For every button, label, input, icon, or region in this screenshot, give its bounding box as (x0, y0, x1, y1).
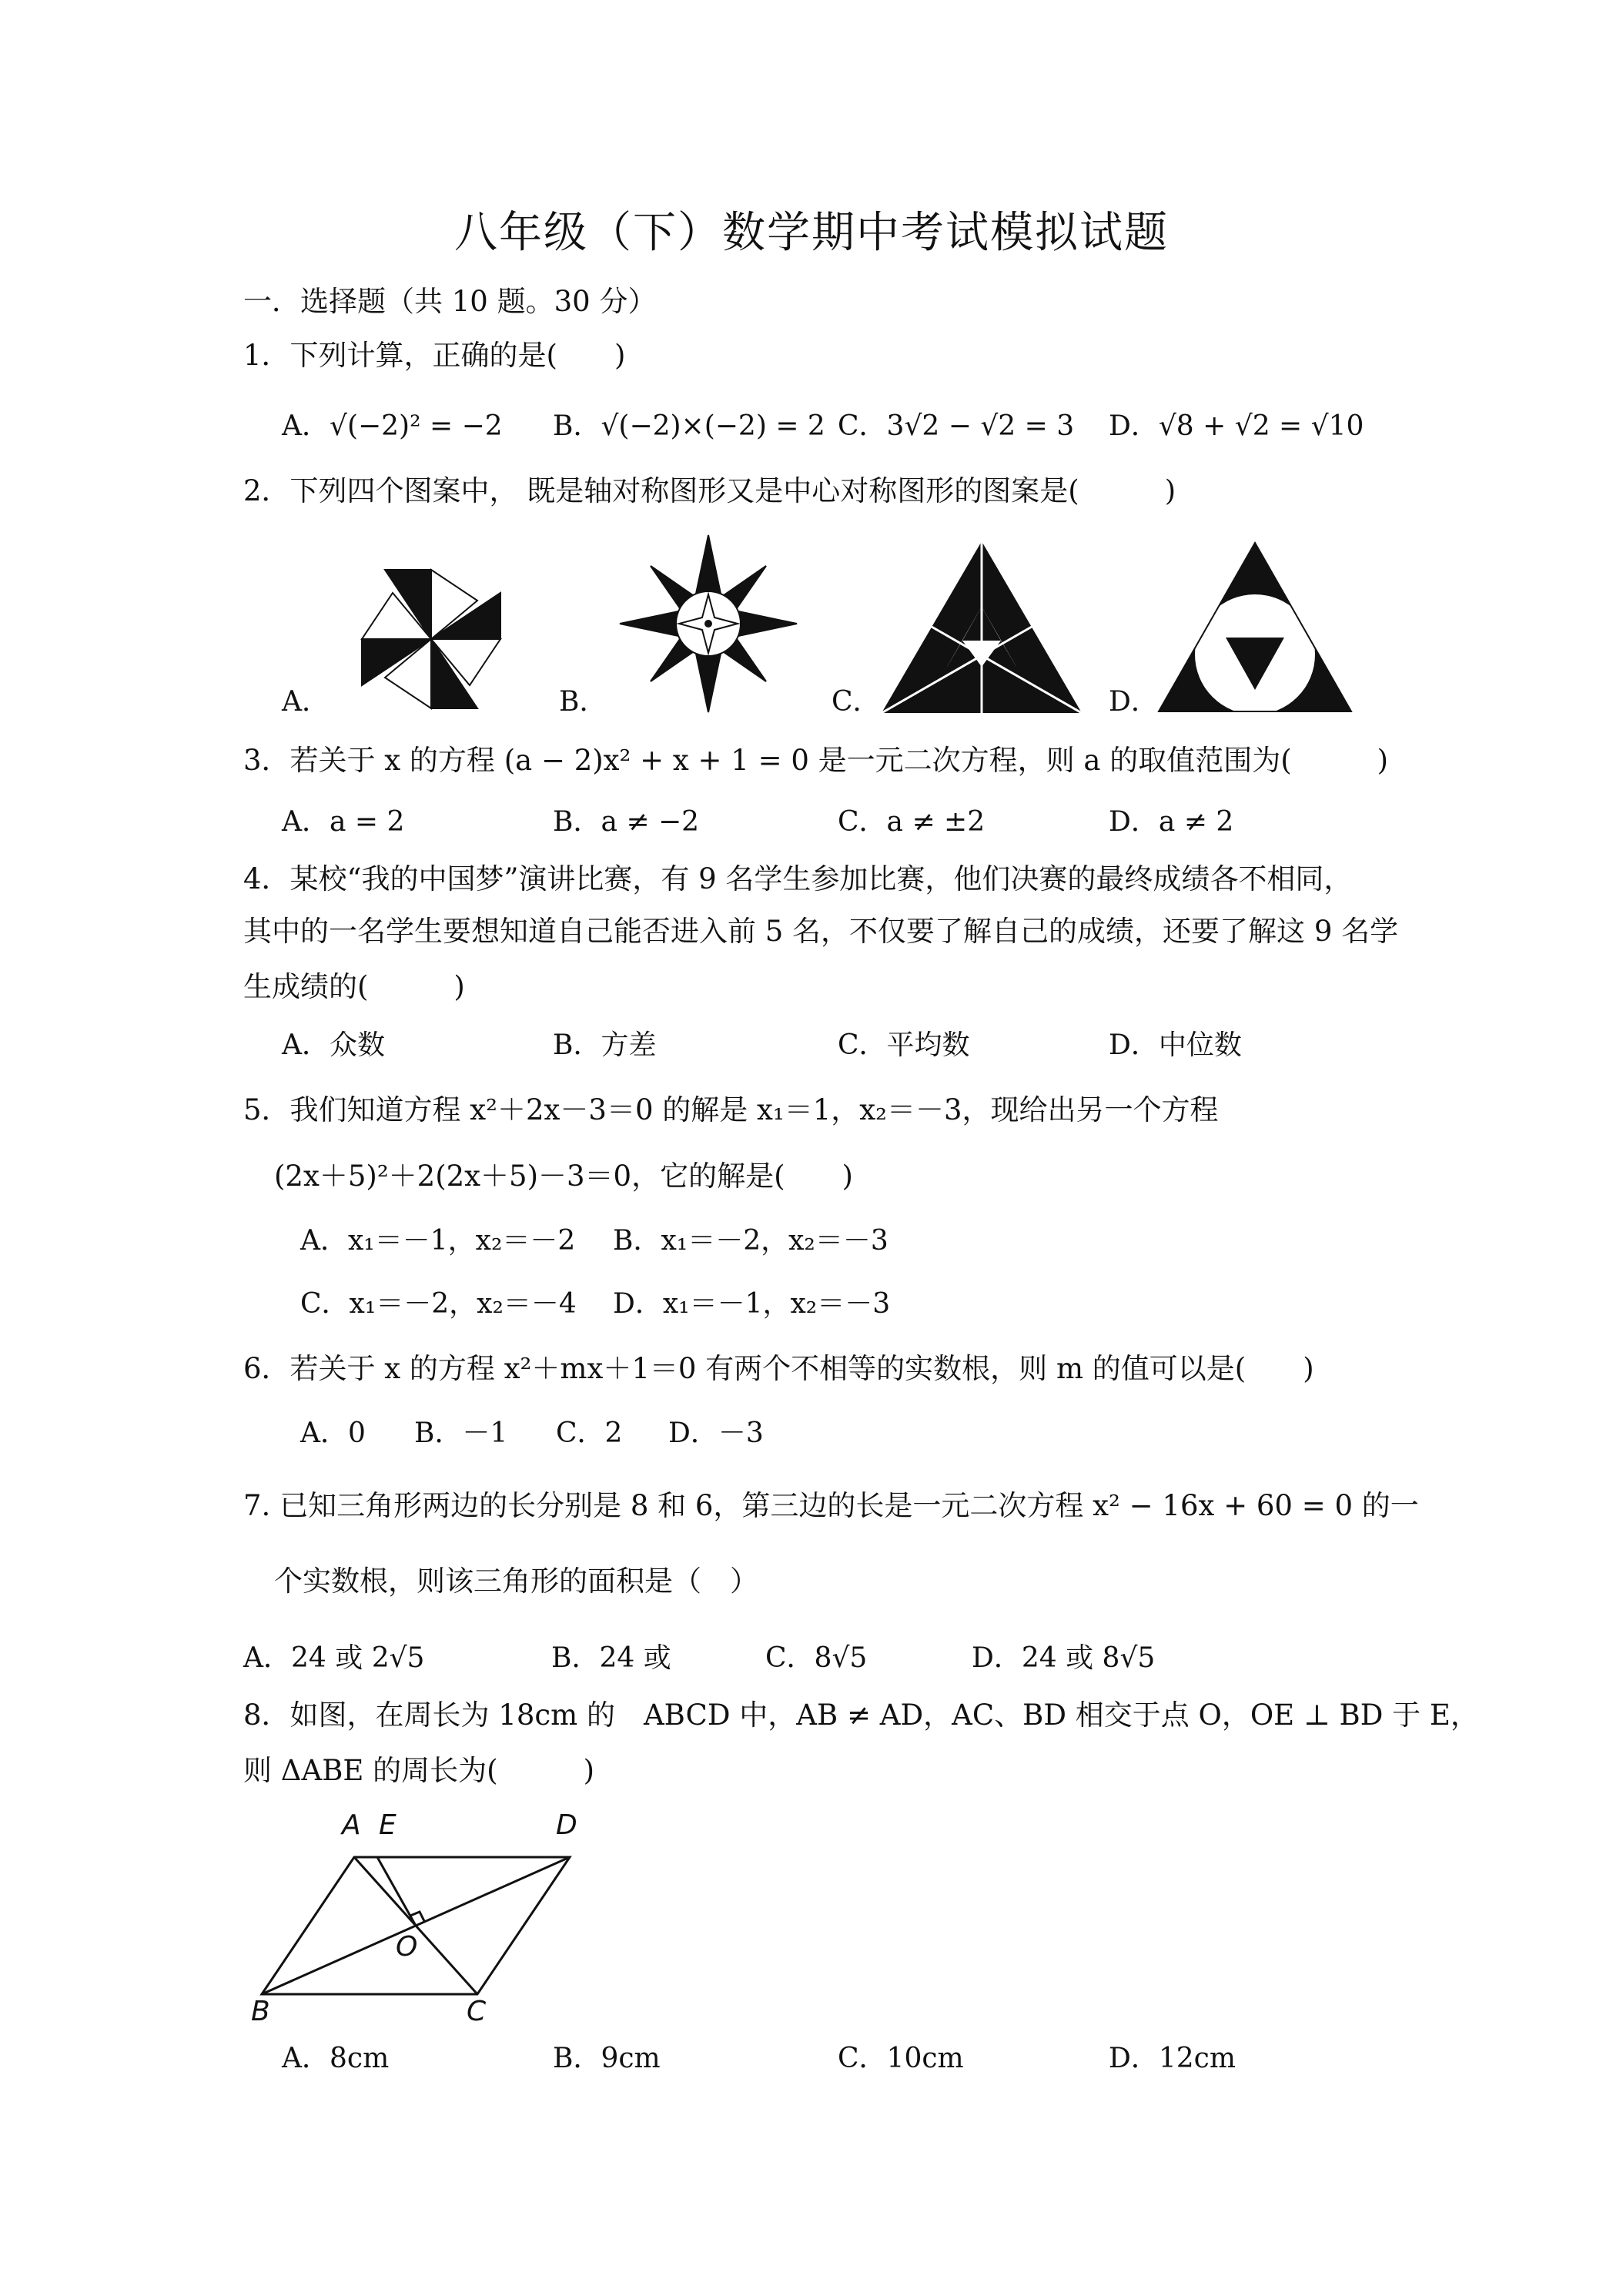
q1-option-a: A．√(−2)² = −2 (282, 410, 503, 442)
star-figure (616, 531, 801, 716)
q3-option-a: A．a = 2 (282, 806, 405, 838)
question-5-stem-line-2: (2x＋5)²＋2(2x＋5)－3＝0，它的解是( ) (274, 1160, 853, 1193)
q7-option-b: B．24 或 (551, 1642, 671, 1674)
question-1-stem: 1．下列计算，正确的是( ) (243, 339, 626, 372)
q4-option-a: A．众数 (282, 1029, 385, 1061)
question-4-stem-line-2: 其中的一名学生要想知道自己能否进入前 5 名，不仅要了解自己的成绩，还要了解这 9 名学 (243, 915, 1399, 948)
q1-option-b: B．√(−2)×(−2) = 2 (553, 410, 825, 442)
triangle-figure (878, 537, 1086, 716)
question-8-stem-line-2: 则 ΔABE 的周长为( ) (243, 1754, 595, 1787)
q3-option-c: C．a ≠ ±2 (838, 806, 986, 838)
q2-option-d: D． (1109, 686, 1159, 718)
q5-option-a: A．x₁＝－1，x₂＝－2 (300, 1225, 576, 1257)
question-5-stem-line-1: 5．我们知道方程 x²＋2x－3＝0 的解是 x₁＝1，x₂＝－3，现给出另一个方程 (243, 1093, 1219, 1126)
parallelogram-figure (246, 1817, 601, 2010)
q6-option-d: D．－3 (668, 1417, 764, 1449)
q1-option-d: D．√8 + √2 = √10 (1109, 410, 1364, 442)
figure-label-b: B (251, 1996, 270, 2027)
figure-label-e: E (379, 1809, 397, 1841)
q8-option-b: B．9cm (553, 2043, 661, 2074)
q4-option-d: D．中位数 (1109, 1029, 1242, 1061)
q2-option-b: B． (559, 686, 607, 718)
question-3-stem: 3．若关于 x 的方程 (a − 2)x² + x + 1 = 0 是一元二次方程，则 a 的取值范围为( ) (243, 744, 1389, 777)
q6-option-c: C．2 (556, 1417, 623, 1449)
q8-option-a: A．8cm (282, 2043, 390, 2074)
q2-option-a: A． (282, 686, 330, 718)
q8-option-c: C．10cm (838, 2043, 964, 2074)
page-title: 八年级（下）数学期中考试模拟试题 (454, 208, 1169, 258)
q2-option-c: C． (832, 686, 881, 718)
question-4-stem-line-1: 4．某校“我的中国梦”演讲比赛，有 9 名学生参加比赛，他们决赛的最终成绩各不相同， (243, 862, 1353, 895)
figure-label-a: A (342, 1809, 361, 1841)
section-heading: 一．选择题（共 10 题。30 分） (243, 285, 657, 318)
q7-option-c: C．8√5 (765, 1642, 868, 1674)
figure-label-d: D (556, 1809, 577, 1841)
q4-option-c: C．平均数 (838, 1029, 970, 1061)
trefoil-figure (1155, 539, 1355, 715)
question-7-stem-line-2: 个实数根，则该三角形的面积是（ ） (274, 1565, 758, 1598)
q5-option-c: C．x₁＝－2，x₂＝－4 (300, 1288, 577, 1320)
pinwheel-figure (339, 554, 524, 724)
question-4-stem-line-3: 生成绩的( ) (243, 970, 465, 1003)
figure-label-c: C (467, 1996, 487, 2027)
question-8-stem-line-1: 8．如图，在周长为 18cm 的 ABCD 中，AB ≠ AD，AC、BD 相交于点 O，OE ⊥ BD 于 E， (243, 1699, 1479, 1732)
question-6-stem: 6．若关于 x 的方程 x²＋mx＋1＝0 有两个不相等的实数根，则 m 的值可以是( ) (243, 1352, 1314, 1385)
q3-option-d: D．a ≠ 2 (1109, 806, 1234, 838)
q3-option-b: B．a ≠ −2 (553, 806, 700, 838)
q8-option-d: D．12cm (1109, 2043, 1236, 2074)
question-7-stem-line-1: 7. 已知三角形两边的长分别是 8 和 6，第三边的长是一元二次方程 x² − 16x + 60 = 0 的一 (243, 1489, 1419, 1522)
q1-option-c: C．3√2 − √2 = 3 (838, 410, 1075, 442)
q6-option-a: A．0 (300, 1417, 366, 1449)
q5-option-b: B．x₁＝－2，x₂＝－3 (613, 1225, 888, 1257)
q7-option-d: D．24 或 8√5 (972, 1642, 1156, 1674)
q5-option-d: D．x₁＝－1，x₂＝－3 (613, 1288, 891, 1320)
q6-option-b: B．－1 (414, 1417, 508, 1449)
q7-option-a: A．24 或 2√5 (243, 1642, 425, 1674)
q4-option-b: B．方差 (553, 1029, 657, 1061)
figure-label-o: O (396, 1931, 418, 1963)
question-2-stem: 2．下列四个图案中， 既是轴对称图形又是中心对称图形的图案是( ) (243, 474, 1176, 507)
